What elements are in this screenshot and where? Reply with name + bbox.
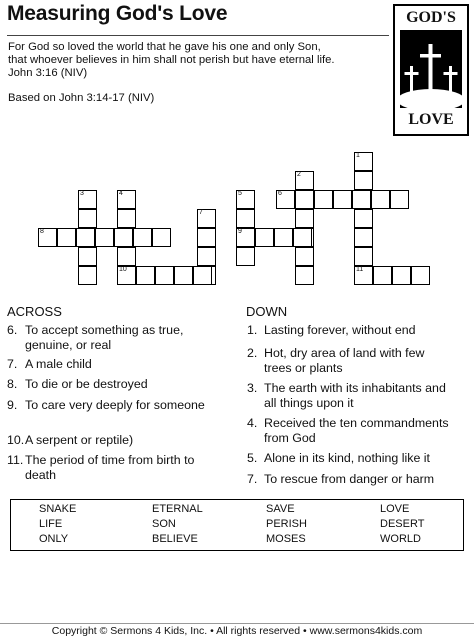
across-clue-text: A male child: [25, 357, 92, 371]
crossword-cell[interactable]: [38, 228, 57, 247]
crossword-cell[interactable]: [236, 190, 255, 209]
crossword-cell[interactable]: [78, 247, 97, 266]
clue-number: 4: [119, 190, 123, 197]
crossword-cell[interactable]: [197, 228, 216, 247]
crossword-cell[interactable]: [295, 247, 314, 266]
down-clue-number: 7.: [247, 472, 258, 486]
page-title: Measuring God's Love: [7, 2, 228, 25]
crossword-cell[interactable]: [354, 171, 373, 190]
crossword-cell[interactable]: [117, 266, 136, 285]
crossword-cell[interactable]: [276, 190, 295, 209]
clue-number: 2: [297, 171, 301, 178]
crossword-cell[interactable]: [117, 190, 136, 209]
down-clue-number: 5.: [247, 451, 258, 465]
across-clue-text: A serpent or reptile): [25, 433, 134, 447]
down-clue-text: The earth with its inhabitants and: [264, 381, 446, 395]
crossword-cell[interactable]: [136, 266, 155, 285]
crossword-cell[interactable]: [295, 209, 314, 228]
down-clue-text: To rescue from danger or harm: [264, 472, 435, 486]
crossword-cell[interactable]: [236, 209, 255, 228]
clue-number: 9: [238, 228, 242, 235]
verse-line-2: that whoever believes in him shall not perish but have eternal life.: [8, 54, 335, 66]
down-clue-number: 4.: [247, 416, 258, 430]
down-clue-number: 2.: [247, 346, 258, 360]
crossword-cell[interactable]: [197, 209, 216, 228]
across-clue-number: 6.: [7, 323, 18, 337]
across-clue-text: To care very deeply for someone: [25, 398, 205, 412]
across-clue-number: 10.: [7, 433, 25, 447]
verse-line-1: For God so loved the world that he gave his one and only Son,: [8, 41, 321, 53]
crossword-cell[interactable]: [197, 247, 216, 266]
crossword-cell[interactable]: [236, 228, 255, 247]
down-clue-text: trees or plants: [264, 361, 343, 375]
crossword-cell[interactable]: [293, 228, 312, 247]
down-clue-text: Alone in its kind, nothing like it: [264, 451, 430, 465]
crossword-cell[interactable]: [295, 266, 314, 285]
word-bank-word: LOVE: [380, 503, 410, 515]
crossword-cell[interactable]: [117, 247, 136, 266]
crossword-cell[interactable]: [78, 190, 97, 209]
across-clue-number: 8.: [7, 377, 18, 391]
word-bank-word: SAVE: [266, 503, 295, 515]
crossword-cell[interactable]: [114, 228, 133, 247]
crossword-cell[interactable]: [155, 266, 174, 285]
crossword-grid: [0, 0, 474, 300]
crossword-cell[interactable]: [117, 209, 136, 228]
logo-top-text: GOD'S: [406, 9, 456, 26]
crossword-cell[interactable]: [57, 228, 76, 247]
crossword-cell[interactable]: [78, 266, 97, 285]
crossword-cell[interactable]: [354, 228, 373, 247]
across-clue-number: 7.: [7, 357, 18, 371]
down-clue-text: Received the ten commandments: [264, 416, 449, 430]
crossword-cell[interactable]: [193, 266, 212, 285]
word-bank-word: ONLY: [39, 533, 69, 545]
across-clue-text: death: [25, 468, 57, 482]
clue-number: 10: [119, 266, 127, 273]
clue-number: 7: [199, 209, 203, 216]
crossword-cell[interactable]: [373, 266, 392, 285]
crossword-cell[interactable]: [314, 190, 333, 209]
down-heading: DOWN: [246, 304, 288, 319]
down-clue-text: Hot, dry area of land with few: [264, 346, 425, 360]
word-bank-word: WORLD: [380, 533, 421, 545]
crossword-cell[interactable]: [76, 228, 95, 247]
crossword-cell[interactable]: [392, 266, 411, 285]
crossword-cell[interactable]: [354, 247, 373, 266]
crossword-cell[interactable]: [354, 266, 373, 285]
based-on-reference: Based on John 3:14-17 (NIV): [8, 92, 155, 104]
word-bank-word: DESERT: [380, 518, 425, 530]
across-heading: ACROSS: [7, 304, 62, 319]
crossword-cell[interactable]: [295, 171, 314, 190]
crossword-cell[interactable]: [333, 190, 352, 209]
clue-number: 5: [238, 190, 242, 197]
crossword-cell[interactable]: [133, 228, 152, 247]
down-clue-text: all things upon it: [264, 396, 354, 410]
across-clue-number: 11.: [7, 453, 24, 467]
footer-divider: [0, 623, 474, 624]
crossword-cell[interactable]: [255, 228, 274, 247]
clue-number: 1: [356, 152, 360, 159]
across-clue-text: To die or be destroyed: [25, 377, 148, 391]
clue-number: 8: [40, 228, 44, 235]
across-clue-text: The period of time from birth to: [25, 453, 195, 467]
crossword-cell[interactable]: [352, 190, 371, 209]
crossword-cell[interactable]: [295, 190, 314, 209]
across-clue-number: 9.: [7, 398, 18, 412]
crossword-cell[interactable]: [354, 209, 373, 228]
clue-number: 3: [80, 190, 84, 197]
word-bank: [10, 499, 464, 551]
word-bank-word: LIFE: [39, 518, 63, 530]
down-clue-text: from God: [264, 431, 316, 445]
logo-bottom-text: LOVE: [408, 111, 454, 128]
down-clue-number: 1.: [247, 323, 258, 337]
crossword-cell[interactable]: [174, 266, 193, 285]
crossword-cell[interactable]: [390, 190, 409, 209]
crossword-cell[interactable]: [152, 228, 171, 247]
clue-number: 11: [356, 266, 364, 273]
word-bank-word: SNAKE: [39, 503, 77, 515]
down-clue-number: 3.: [247, 381, 258, 395]
word-bank-word: BELIEVE: [152, 533, 198, 545]
across-clue-text: genuine, or real: [25, 338, 112, 352]
crossword-cell[interactable]: [78, 209, 97, 228]
crossword-cell[interactable]: [274, 228, 293, 247]
copyright-footer: Copyright © Sermons 4 Kids, Inc. • All rights reserved • www.sermons4kids.com: [51, 625, 423, 637]
word-bank-word: MOSES: [266, 533, 306, 545]
crossword-cell[interactable]: [236, 247, 255, 266]
crossword-cell[interactable]: [371, 190, 390, 209]
crossword-cell[interactable]: [95, 228, 114, 247]
verse-reference: John 3:16 (NIV): [8, 67, 88, 79]
across-clue-text: To accept something as true,: [25, 323, 184, 337]
word-bank-word: ETERNAL: [152, 503, 203, 515]
down-clue-text: Lasting forever, without end: [264, 323, 416, 337]
word-bank-word: PERISH: [266, 518, 307, 530]
word-bank-word: SON: [152, 518, 176, 530]
crossword-cell[interactable]: [411, 266, 430, 285]
crossword-cell[interactable]: [354, 152, 373, 171]
clue-number: 6: [278, 190, 282, 197]
